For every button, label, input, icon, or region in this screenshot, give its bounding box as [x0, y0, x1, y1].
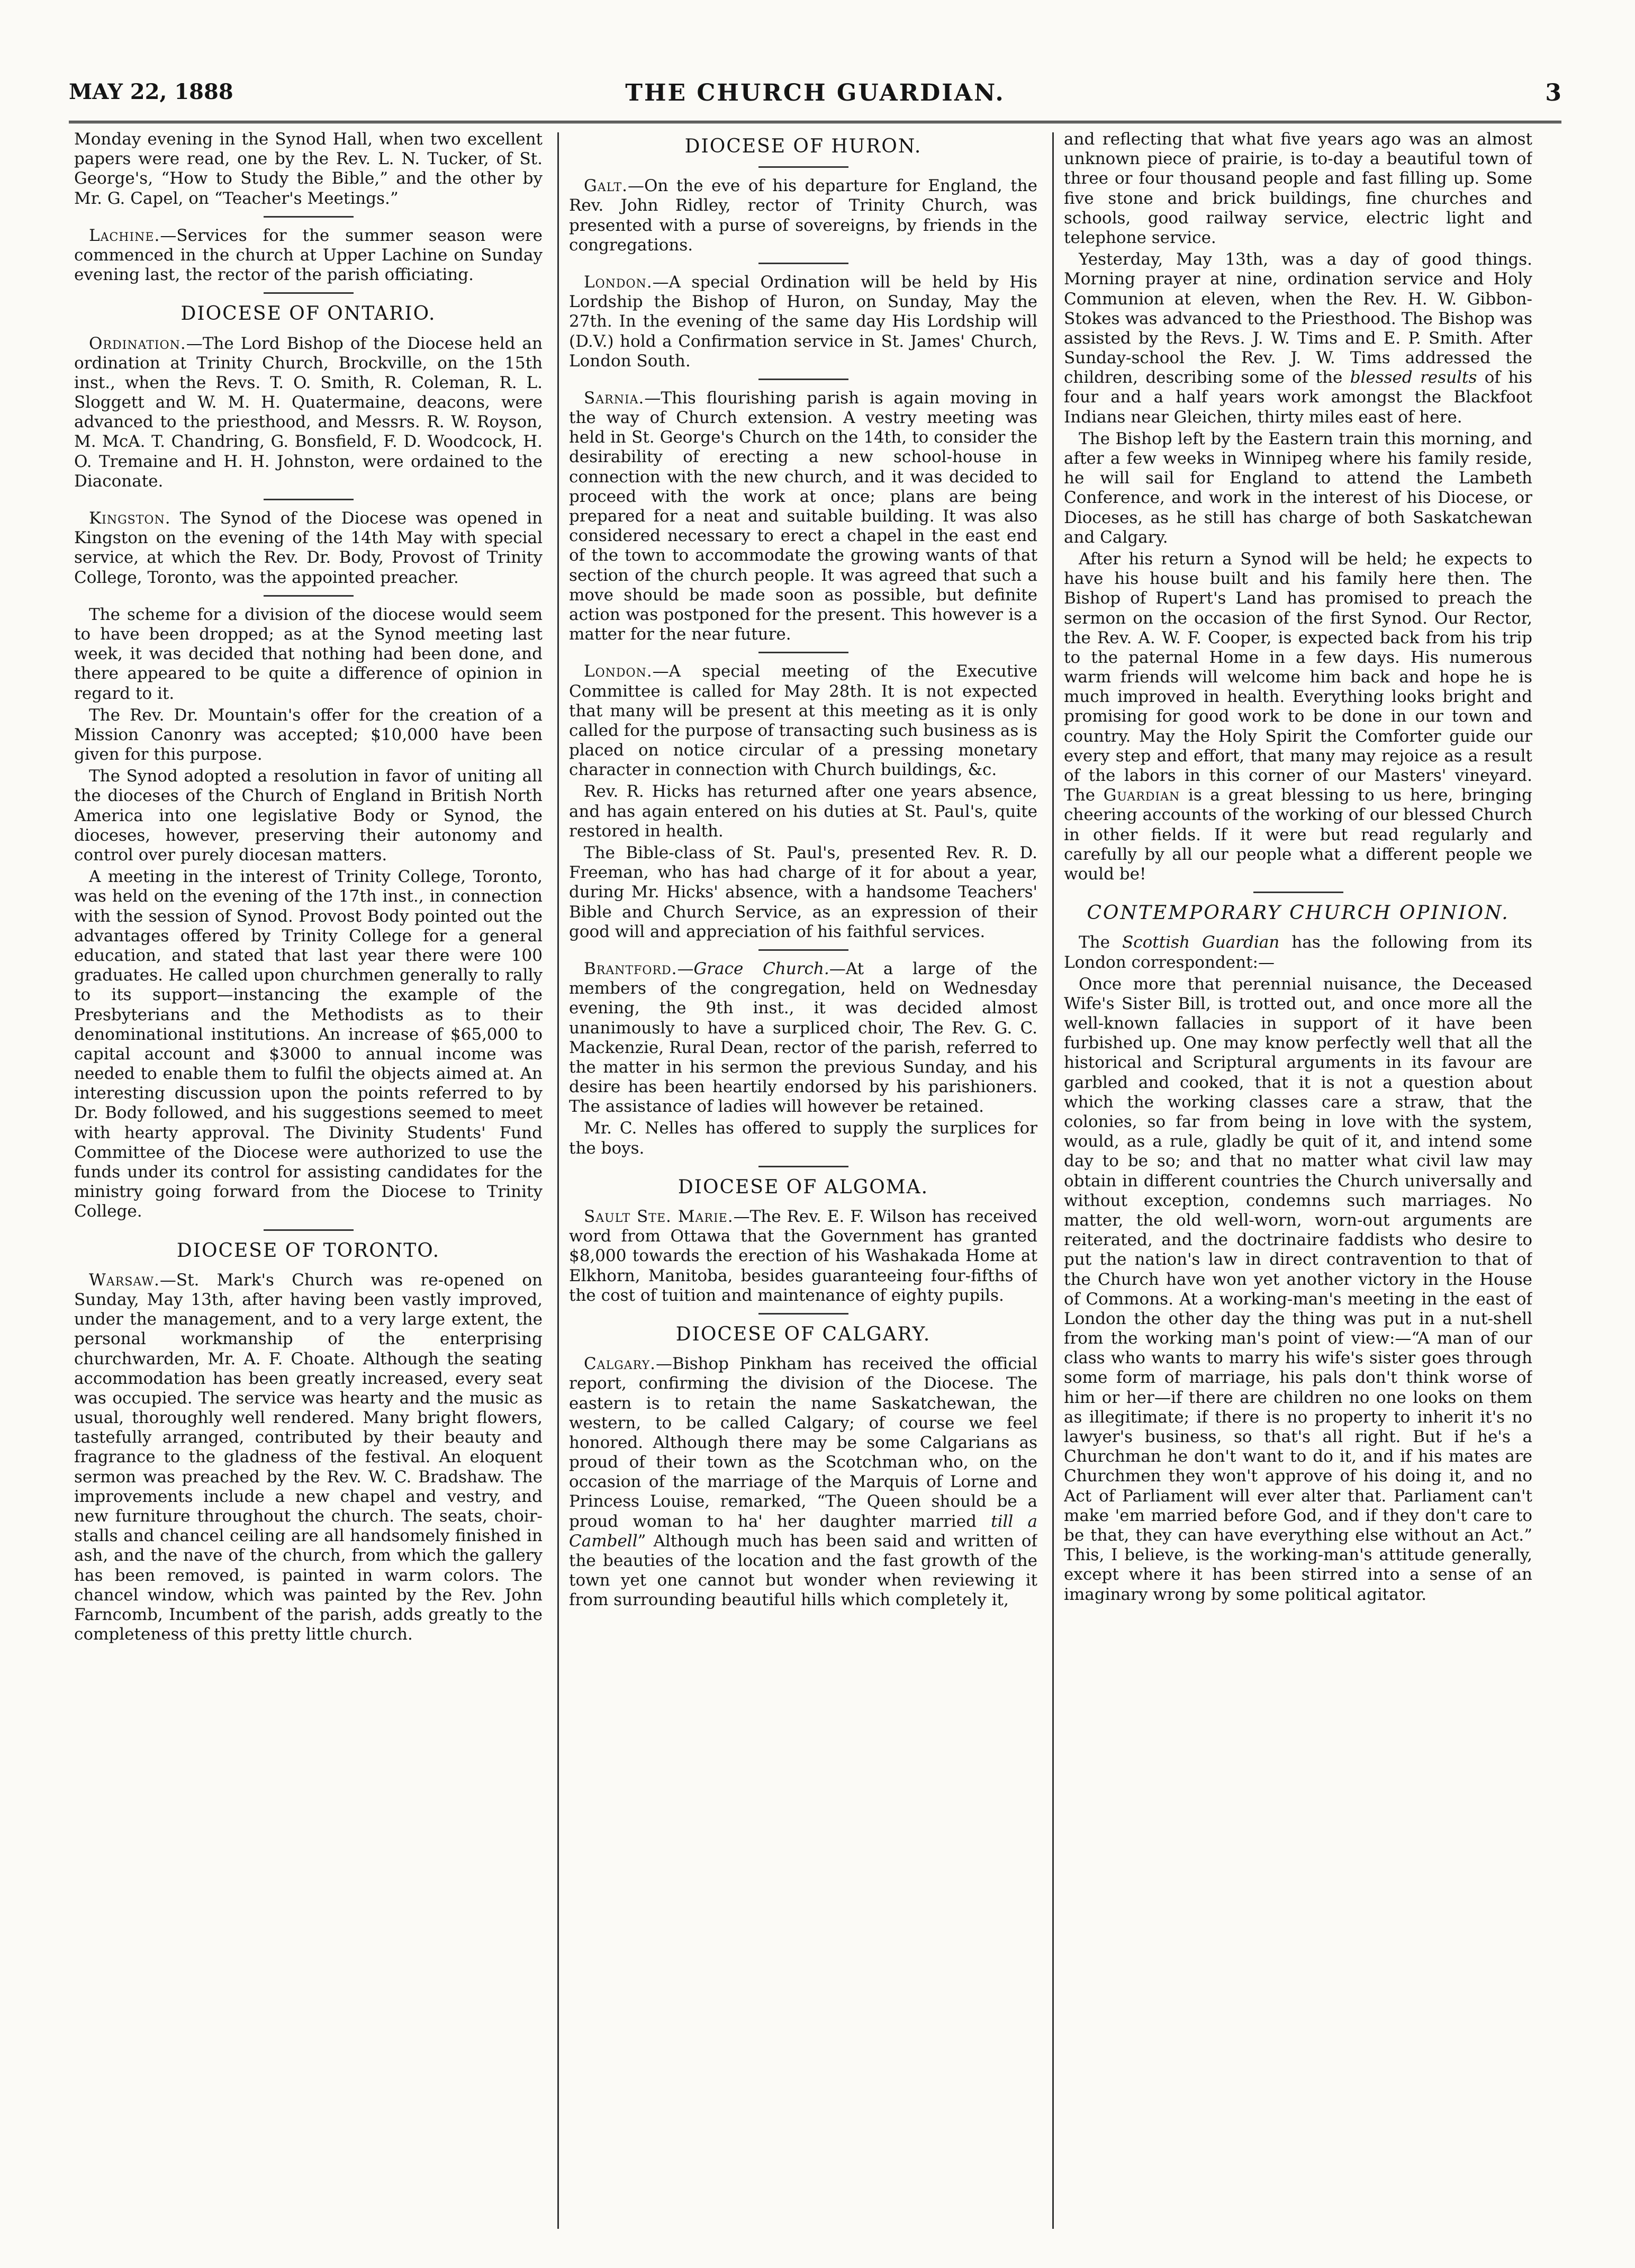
separator-rule	[758, 379, 848, 380]
article-paragraph: and reflecting that what five years ago was an almost unknown piece of prairie, is to-day a beautiful town of three or four thousand people and fast filling up. Some five stone and brick buildings, fine churches and schools, good railway service, electric light and telephone service.	[1064, 130, 1532, 247]
italic-text: Scottish Guardian	[1122, 933, 1280, 952]
article-paragraph: The Synod adopted a resolution in favor of uniting all the dioceses of the Church of England in British North America into one legislative Body or Synod, the dioceses, however, preserving their autonomy and control over purely diocesan matters.	[74, 767, 543, 865]
page-number: 3	[1545, 79, 1561, 106]
paragraph-text: The Synod of the Diocese was opened in Kingston on the evening of the 14th May with special service, at which the Rev. Dr. Body, Provost of Trinity College, Toronto, was the appointed preacher.	[74, 509, 543, 587]
place-lead: Brantford.	[584, 959, 678, 978]
paragraph-text: —This flourishing parish is again moving in the way of Church extension. A vestry meeting was held in St. George's Church on the 14th, to consider the desirability of erecting a new school-house in connection with the new church, and it was decided to proceed with the work at once; plans are being prepared for a neat and suitable building. It was also considered necessary to erect a chapel in the east end of the town to accommodate the growing wants of that section of the church people. It was agreed that such a move should be made soon as possible, but definite action was postponed for the present. This however is a matter for the near future.	[569, 388, 1037, 644]
article-paragraph	[74, 1271, 543, 1645]
column-1	[74, 130, 543, 2226]
separator-rule	[758, 166, 848, 168]
article-paragraph	[74, 334, 543, 492]
place-lead: Kingston.	[89, 509, 171, 528]
place-lead: Ordination.	[89, 334, 186, 353]
separator-rule	[758, 263, 848, 264]
small-caps-text: Guardian	[1103, 786, 1180, 805]
article-paragraph	[569, 959, 1037, 1117]
article-paragraph: Monday evening in the Synod Hall, when two excellent papers were read, one by the Rev. L. N. Tucker, of St. George's, “How to Study the Bible,” and the other by Mr. G. Capel, on “Teacher's Meetings.”	[74, 130, 543, 208]
paper-title: THE CHURCH GUARDIAN.	[625, 79, 1005, 106]
paragraph-text: —Services for the summer season were commenced in the church at Upper Lachine on Sunday evening last, the rector of the parish officiating.	[74, 226, 543, 285]
separator-rule	[264, 595, 354, 597]
article-paragraph	[569, 662, 1037, 780]
paragraph-text: is a great blessing to us here, bringing cheering accounts of the working of our blessed Church in other fields. If it were but read regularly and carefully by all our people what a different people we would be!	[1064, 786, 1532, 884]
article-paragraph	[1064, 933, 1532, 972]
column-divider	[557, 132, 559, 2229]
separator-rule	[758, 1166, 848, 1167]
paragraph-text: —The Rev. E. F. Wilson has received word from Ottawa that the Government has granted $8,000 towards the erection of his Washakada Home at Elkhorn, Manitoba, besides guaranteeing four-fifths of the cost of tuition and maintenance of eighty pupils.	[569, 1207, 1037, 1305]
article-paragraph	[74, 226, 543, 285]
paragraph-text: Yesterday, May 13th, was a day of good things. Morning prayer at nine, ordination service and Holy Communion at eleven, when the Rev. H. W. Gibbon-Stokes was advanced to the Priesthood. The Bishop was assisted by the Revs. J. W. Tims and E. P. Smith. After Sunday-school the Rev. J. W. Tims addressed the children, describing some of the	[1064, 250, 1532, 388]
italic-text: —Grace Church.	[677, 959, 829, 978]
separator-rule	[758, 1313, 848, 1315]
paragraph-text: —On the eve of his departure for England, the Rev. John Ridley, rector of Trinity Church, was presented with a purse of sovereigns, by friends in the congregations.	[569, 176, 1037, 255]
separator-rule	[758, 949, 848, 951]
article-paragraph: A meeting in the interest of Trinity College, Toronto, was held on the evening of the 17th inst., in connection with the session of Synod. Provost Body pointed out the advantages offered by Trinity College for a general education, and stated that last year there were 100 graduates. He called upon churchmen generally to rally to its support—instancing the example of the Presbyterians and the Methodists as to their denominational institutions. An increase of $65,000 to capital account and $3000 to annual income was needed to enable them to fulfil the objects aimed at. An interesting discussion upon the points referred to by Dr. Body followed, and his suggestions seemed to meet with hearty approval. The Divinity Students' Fund Committee of the Diocese were authorized to use the funds under its control for assisting candidates for the ministry going forward from the Diocese to Trinity College.	[74, 867, 543, 1221]
article-paragraph: Mr. C. Nelles has offered to supply the surplices for the boys.	[569, 1119, 1037, 1158]
article-paragraph: The Bishop left by the Eastern train this morning, and after a few weeks in Winnipeg where his family reside, he will sail for England to attend the Lambeth Conference, and work in the interest of his Diocese, or Dioceses, as he still has charge of both Saskatchewan and Calgary.	[1064, 429, 1532, 547]
article-paragraph	[569, 1354, 1037, 1610]
section-heading-ontario: DIOCESE OF ONTARIO.	[180, 303, 436, 325]
section-heading-algoma: DIOCESE OF ALGOMA.	[678, 1176, 929, 1198]
article-paragraph	[569, 1207, 1037, 1306]
section-heading-contemporary-opinion: CONTEMPORARY CHURCH OPINION.	[1087, 902, 1510, 924]
separator-rule	[264, 292, 354, 294]
paragraph-text: —St. Mark's Church was re-opened on Sunday, May 13th, after having been vastly improved, under the management, and to a very large extent, the personal workmanship of the enterprising churchwarden, Mr. A. F. Choate. Although the seating accommodation has been greatly increased, every seat was occupied. The service was hearty and the music as usual, thoroughly well rendered. Many bright flowers, tastefully arranged, contributed by their beauty and fragrance to the gladness of the festival. An eloquent sermon was preached by the Rev. W. C. Bradshaw. The improvements include a new chapel and vestry, and new furniture throughout the church. The seats, choir-stalls and chancel ceiling are all handsomely finished in ash, and the nave of the church, from which the gallery has been removed, is painted in warm colors. The chancel window, which was painted by the Rev. John Farncomb, Incumbent of the parish, adds greatly to the completeness of this pretty little church.	[74, 1270, 543, 1644]
place-lead: London.	[584, 662, 653, 681]
article-paragraph	[1064, 550, 1532, 884]
paragraph-text: has the following from its London correspondent:—	[1064, 933, 1532, 972]
place-lead: Sarnia.	[584, 388, 645, 408]
separator-rule	[264, 216, 354, 218]
place-lead: Sault Ste. Marie.	[584, 1207, 734, 1226]
section-heading-toronto: DIOCESE OF TORONTO.	[176, 1239, 440, 1262]
article-paragraph	[74, 509, 543, 588]
masthead	[69, 79, 1561, 116]
article-paragraph	[569, 389, 1037, 644]
paragraph-text: —Bishop Pinkham has received the official report, confirming the division of the Diocese. The eastern is to retain the name Saskatchewan, the western, to be called Calgary; of course we feel honored. Although there may be some Calgarians as proud of their town as the Scotchman who, on the occasion of the marriage of the Marquis of Lorne and Princess Louise, remarked, “The Queen should be a proud woman to ha' her daughter married	[569, 1354, 1037, 1531]
paragraph-text: —At a large of the members of the congregation, held on Wednesday evening, the 9th inst., it was decided almost unanimously to have a surpliced choir, The Rev. G. C. Mackenzie, Rural Dean, rector of the parish, referred to the matter in his sermon the previous Sunday, and his desire has been heartily endorsed by his parishioners. The assistance of ladies will however be retained.	[569, 959, 1037, 1117]
column-divider	[1052, 132, 1054, 2229]
article-paragraph	[569, 176, 1037, 255]
article-paragraph: The Rev. Dr. Mountain's offer for the creation of a Mission Canonry was accepted; $10,000 have been given for this purpose.	[74, 705, 543, 764]
place-lead: Warsaw.	[89, 1270, 160, 1290]
section-heading-calgary: DIOCESE OF CALGARY.	[675, 1323, 931, 1345]
section-heading-huron: DIOCESE OF HURON.	[684, 136, 922, 157]
paragraph-text: —A special meeting of the Executive Committee is called for May 28th. It is not expected that many will be present at this meeting as it is only called for the purpose of transacting such business as is placed on notice circular of a pressing monetary character in connection with Church buildings, &c.	[569, 662, 1037, 780]
separator-rule	[264, 499, 354, 500]
place-lead: London.	[584, 272, 653, 292]
separator-rule	[758, 652, 848, 653]
article-paragraph	[569, 273, 1037, 371]
place-lead: Galt.	[584, 176, 628, 196]
italic-text: till a Cambell	[569, 1511, 1037, 1551]
paragraph-text: —A special Ordination will be held by His Lordship the Bishop of Huron, on Sunday, May the 27th. In the evening of the same day His Lordship will (D.V.) hold a Confirmation service in St. James' Church, London South.	[569, 272, 1037, 371]
article-paragraph	[1064, 250, 1532, 427]
issue-date: MAY 22, 1888	[69, 79, 233, 104]
article-paragraph: The Bible-class of St. Paul's, presented Rev. R. D. Freeman, who has had charge of it for about a year, during Mr. Hicks' absence, with a handsome Teachers' Bible and Church Service, as an expression of their good will and appreciation of his faithful services.	[569, 843, 1037, 941]
paragraph-text: After his return a Synod will be held; he expects to have his house built and his family here then. The Bishop of Rupert's Land has promised to preach the sermon on the occasion of the first Synod. Our Rector, the Rev. A. W. F. Cooper, is expected back from his trip to the paternal Home in a few days. His numerous warm friends will welcome him back and hope he is much improved in health. Everything looks bright and promising for good work to be done in our town and country. May the Holy Spirit the Comforter guide our every step and effort, that many may rejoice as a result of the labors in this corner of our Masters' vineyard. The	[1064, 549, 1532, 805]
article-paragraph: The scheme for a division of the diocese would seem to have been dropped; as at the Synod meeting last week, it was decided that nothing had been done, and there appeared to be quite a difference of opinion in regard to it.	[74, 605, 543, 703]
paragraph-text: The	[1079, 933, 1123, 952]
header-rule	[69, 121, 1561, 123]
article-paragraph: Rev. R. Hicks has returned after one years absence, and has again entered on his duties at St. Paul's, quite restored in health.	[569, 782, 1037, 841]
separator-rule	[1253, 892, 1343, 893]
italic-text: blessed results	[1350, 368, 1477, 388]
separator-rule	[264, 1229, 354, 1231]
column-3	[1064, 130, 1532, 2226]
column-2	[569, 130, 1037, 2226]
article-paragraph: Once more that perennial nuisance, the Deceased Wife's Sister Bill, is trotted out, and once more all the well-known fallacies in support of it have been furbished up. One may know perfectly well that all the historical and Scriptural arguments in its favour are garbled and cooked, that it is not a question about which the working classes care a straw, that the colonies, so far from being in love with the system, would, as a rule, gladly be quit of it, and intend some day to be so; and that no matter what civil law may obtain in different countries the Church universally and without exception, condemns such marriages. No matter, the old well-worn, worn-out arguments are reiterated, and the doctrinaire faddists who desire to put the nation's law in direct contravention to that of the Church have won yet another victory in the House of Commons. At a working-man's meeting in the east of London the other day the thing was put in a nut-shell from the working man's point of view:—“A man of our class who wants to marry his wife's sister goes through some form of marriage, his pals don't think worse of him or her—if there are children no one looks on them as illegitimate; if there is no property to inherit it's no lawyer's business, so that's all right. But if he's a Churchman he don't want to do it, and if his mates are Churchmen they won't approve of his doing it, and no Act of Parliament will ever alter that. Parliament can't make 'em married before God, and if they don't care to be that, they can have everything else without an Act.” This, I believe, is the working-man's attitude generally, except where it has been stirred into a sense of an imaginary wrong by some political agitator.	[1064, 974, 1532, 1604]
paragraph-text: —The Lord Bishop of the Diocese held an ordination at Trinity Church, Brockville, on the 15th inst., when the Revs. T. O. Smith, R. Coleman, R. L. Sloggett and W. M. H. Quatermaine, deacons, were advanced to the priesthood, and Messrs. R. W. Royson, M. McA. T. Chandring, G. Bonsfield, F. D. Woodcock, H. O. Tremaine and H. H. Johnston, were ordained to the Diaconate.	[74, 334, 543, 491]
paragraph-text: ” Although much has been said and written of the beauties of the location and the fast growth of the town yet one cannot but wonder when reviewing it from surrounding beautiful hills which completely it,	[569, 1531, 1037, 1610]
place-lead: Calgary.	[584, 1354, 656, 1374]
place-lead: Lachine.	[89, 226, 160, 245]
paragraph-text: of his four and a half years work amongst the Blackfoot Indians near Gleichen, thirty miles east of here.	[1064, 368, 1532, 427]
